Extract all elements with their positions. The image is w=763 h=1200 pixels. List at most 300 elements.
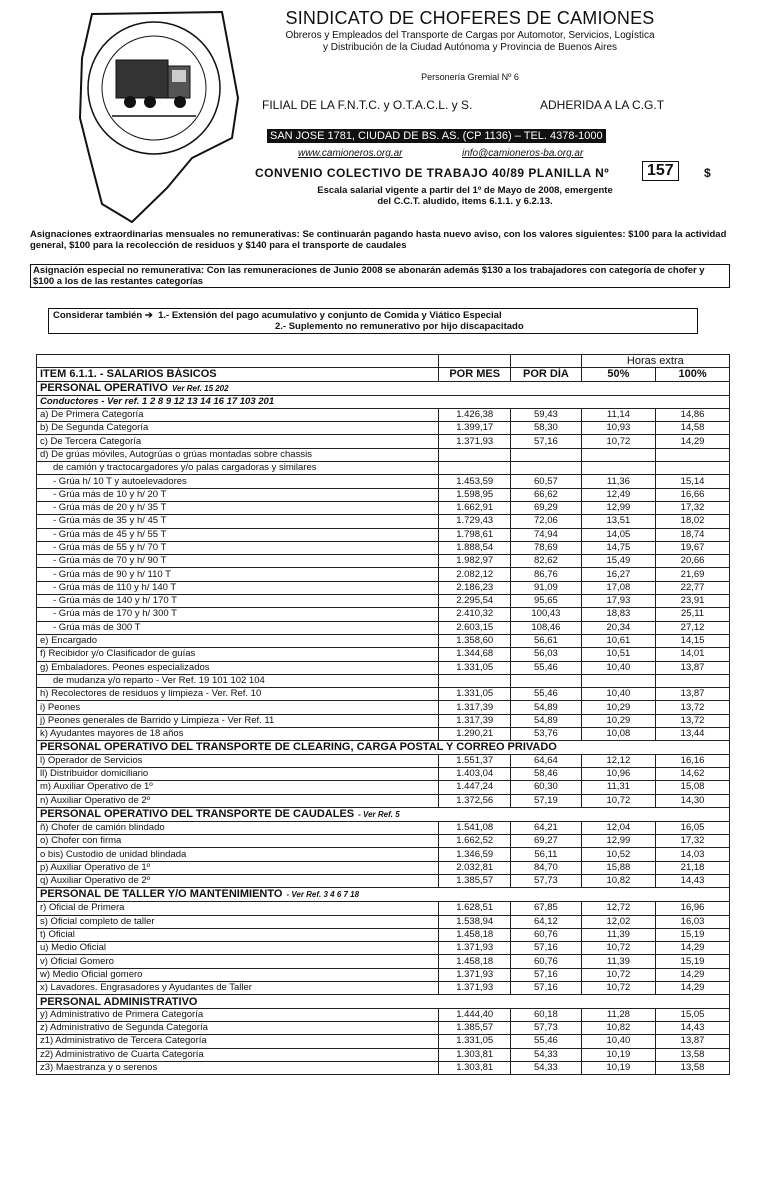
cell-por-mes: 2.032,81 bbox=[439, 861, 511, 874]
cell-por-mes: 1.888,54 bbox=[439, 541, 511, 554]
row-label: o) Chofer con firma bbox=[37, 835, 439, 848]
row-label: q) Auxiliar Operativo de 2º bbox=[37, 874, 439, 887]
escala-note bbox=[270, 185, 660, 207]
table-row bbox=[37, 448, 730, 461]
row-label: o bis) Custodio de unidad blindada bbox=[37, 848, 439, 861]
cell-por-mes: 1.331,05 bbox=[439, 1035, 511, 1048]
cell-horas-50: 11,28 bbox=[581, 1008, 655, 1021]
cell-por-mes: 1.458,18 bbox=[439, 955, 511, 968]
row-label: l) Operador de Servicios bbox=[37, 754, 439, 767]
cell-horas-100: 14,29 bbox=[656, 982, 730, 995]
cell-horas-100: 13,58 bbox=[656, 1048, 730, 1061]
cell-por-mes: 1.317,39 bbox=[439, 701, 511, 714]
address: SAN JOSE 1781, CIUDAD DE BS. AS. (CP 1136) – TEL. 4378-1000 bbox=[267, 129, 606, 143]
cell-por-mes: 2.186,23 bbox=[439, 581, 511, 594]
cell-horas-100: 13,72 bbox=[656, 714, 730, 727]
cell-horas-50: 11,39 bbox=[581, 955, 655, 968]
email-link[interactable]: info@camioneros-ba.org.ar bbox=[462, 148, 584, 159]
cell-horas-100: 17,32 bbox=[656, 501, 730, 514]
cell-por-mes: 1.541,08 bbox=[439, 821, 511, 834]
escala-line-2: del C.C.T. aludido, items 6.1.1. y 6.2.13. bbox=[377, 196, 553, 207]
row-label: k) Ayudantes mayores de 18 años bbox=[37, 728, 439, 741]
cell-horas-100: 13,44 bbox=[656, 728, 730, 741]
cell-por-mes: 1.982,97 bbox=[439, 555, 511, 568]
cell-horas-100: 18,74 bbox=[656, 528, 730, 541]
subtitle-line-1: Obreros y Empleados del Transporte de Cargas por Automotor, Servicios, Logística bbox=[285, 30, 655, 41]
cell-horas-100: 16,03 bbox=[656, 915, 730, 928]
table-row bbox=[37, 955, 730, 968]
cell-horas-100: 14,01 bbox=[656, 648, 730, 661]
cell-por-dia: 57,16 bbox=[511, 435, 582, 448]
cell-horas-100: 23,91 bbox=[656, 595, 730, 608]
cell-por-mes bbox=[439, 674, 511, 687]
cell-horas-100 bbox=[656, 674, 730, 687]
cell-por-dia: 56,11 bbox=[511, 848, 582, 861]
cell-por-dia: 91,09 bbox=[511, 581, 582, 594]
row-label: f) Recibidor y/o Clasificador de guías bbox=[37, 648, 439, 661]
cell-por-dia bbox=[511, 448, 582, 461]
table-row bbox=[37, 767, 730, 780]
cell-horas-100: 15,14 bbox=[656, 475, 730, 488]
cell-por-mes: 1.385,57 bbox=[439, 1021, 511, 1034]
cell-horas-100 bbox=[656, 462, 730, 475]
considerar-item-2: 2.- Suplemento no remunerativo por hijo discapacitado bbox=[275, 321, 524, 332]
cell-horas-50: 12,99 bbox=[581, 501, 655, 514]
row-label: z2) Administrativo de Cuarta Categoría bbox=[37, 1048, 439, 1061]
cell-horas-100: 16,16 bbox=[656, 754, 730, 767]
row-label: - Grúa más de 45 y h/ 55 T bbox=[37, 528, 439, 541]
row-label: - Grúa más de 70 y h/ 90 T bbox=[37, 555, 439, 568]
table-row bbox=[37, 555, 730, 568]
cell-por-dia: 56,61 bbox=[511, 634, 582, 647]
cell-horas-50: 10,08 bbox=[581, 728, 655, 741]
cell-horas-100: 13,58 bbox=[656, 1061, 730, 1074]
row-label: b) De Segunda Categoría bbox=[37, 422, 439, 435]
cell-horas-100: 16,05 bbox=[656, 821, 730, 834]
row-label: g) Embaladores. Peones especializados bbox=[37, 661, 439, 674]
cell-horas-50: 20,34 bbox=[581, 621, 655, 634]
section-header-row bbox=[37, 995, 730, 1008]
salary-table bbox=[36, 354, 730, 1075]
cell-por-dia: 69,29 bbox=[511, 501, 582, 514]
section-ref: - Ver Ref. 3 4 6 7 18 bbox=[286, 890, 360, 900]
section-header-row bbox=[37, 381, 730, 395]
cell-horas-50: 12,02 bbox=[581, 915, 655, 928]
row-label: r) Oficial de Primera bbox=[37, 902, 439, 915]
cell-horas-50: 15,49 bbox=[581, 555, 655, 568]
union-title: SINDICATO DE CHOFERES DE CAMIONES bbox=[285, 8, 655, 28]
cell-por-dia: 57,16 bbox=[511, 982, 582, 995]
col-100-header: 100% bbox=[656, 368, 730, 381]
row-label: z1) Administrativo de Tercera Categoría bbox=[37, 1035, 439, 1048]
cell-horas-50: 10,52 bbox=[581, 848, 655, 861]
table-row bbox=[37, 754, 730, 767]
section-ref: Ver Ref. 15 202 bbox=[171, 383, 229, 393]
row-label: - Grúa más de 140 y h/ 170 T bbox=[37, 595, 439, 608]
cell-por-dia: 54,33 bbox=[511, 1048, 582, 1061]
cell-por-mes: 1.371,93 bbox=[439, 968, 511, 981]
table-row bbox=[37, 942, 730, 955]
cell-por-mes: 1.371,93 bbox=[439, 435, 511, 448]
cell-horas-100: 14,86 bbox=[656, 408, 730, 421]
cell-horas-50: 17,08 bbox=[581, 581, 655, 594]
cell-por-mes: 1.317,39 bbox=[439, 714, 511, 727]
row-label: - Grúa más de 20 y h/ 35 T bbox=[37, 501, 439, 514]
cell-por-mes: 1.662,52 bbox=[439, 835, 511, 848]
cell-por-dia: 57,73 bbox=[511, 1021, 582, 1034]
row-label: n) Auxiliar Operativo de 2º bbox=[37, 794, 439, 807]
cell-horas-100: 14,30 bbox=[656, 794, 730, 807]
cell-horas-100: 21,18 bbox=[656, 861, 730, 874]
cell-por-mes: 1.444,40 bbox=[439, 1008, 511, 1021]
table-row bbox=[37, 794, 730, 807]
row-label: h) Recolectores de residuos y limpieza - Ver. Ref. 10 bbox=[37, 688, 439, 701]
filial: FILIAL DE LA F.N.T.C. y O.T.A.C.L. y S. bbox=[262, 98, 473, 112]
row-label: - Grúa más de 55 y h/ 70 T bbox=[37, 541, 439, 554]
table-row bbox=[37, 435, 730, 448]
cell-horas-50: 12,72 bbox=[581, 902, 655, 915]
row-label: a) De Primera Categoría bbox=[37, 408, 439, 421]
table-row bbox=[37, 422, 730, 435]
cell-por-dia: 54,89 bbox=[511, 701, 582, 714]
col-item-header: ITEM 6.1.1. - SALARIOS BÁSICOS bbox=[37, 368, 439, 381]
cell-horas-50: 14,75 bbox=[581, 541, 655, 554]
cell-por-mes: 1.344,68 bbox=[439, 648, 511, 661]
section-title bbox=[37, 888, 730, 902]
section-label: PERSONAL ADMINISTRATIVO bbox=[40, 995, 198, 1008]
cell-por-dia: 53,76 bbox=[511, 728, 582, 741]
row-label: p) Auxiliar Operativo de 1º bbox=[37, 861, 439, 874]
section-header-row bbox=[37, 888, 730, 902]
cell-horas-50: 13,51 bbox=[581, 515, 655, 528]
subtitle-line-2: y Distribución de la Ciudad Autónoma y Provincia de Buenos Aires bbox=[322, 42, 618, 53]
union-subtitle bbox=[260, 30, 680, 54]
table-row bbox=[37, 728, 730, 741]
cell-por-dia: 78,69 bbox=[511, 541, 582, 554]
cell-por-dia: 60,76 bbox=[511, 955, 582, 968]
cell-horas-100: 15,05 bbox=[656, 1008, 730, 1021]
table-row bbox=[37, 462, 730, 475]
cell-por-dia: 55,46 bbox=[511, 661, 582, 674]
section-title bbox=[37, 381, 730, 395]
row-label: - Grúa más de 90 y h/ 110 T bbox=[37, 568, 439, 581]
cell-horas-50: 11,14 bbox=[581, 408, 655, 421]
cell-por-mes: 1.729,43 bbox=[439, 515, 511, 528]
cell-horas-50: 10,40 bbox=[581, 661, 655, 674]
cell-horas-100: 14,43 bbox=[656, 1021, 730, 1034]
table-header-top bbox=[37, 355, 730, 368]
cell-horas-100: 20,66 bbox=[656, 555, 730, 568]
cell-horas-50: 11,39 bbox=[581, 928, 655, 941]
table-row bbox=[37, 821, 730, 834]
table-row bbox=[37, 408, 730, 421]
section-title bbox=[37, 995, 730, 1008]
cell-por-dia: 84,70 bbox=[511, 861, 582, 874]
table-row bbox=[37, 648, 730, 661]
cell-horas-100: 14,58 bbox=[656, 422, 730, 435]
cell-por-mes: 1.385,57 bbox=[439, 874, 511, 887]
cell-horas-100 bbox=[656, 448, 730, 461]
cell-horas-100: 14,29 bbox=[656, 968, 730, 981]
cell-por-dia: 57,73 bbox=[511, 874, 582, 887]
cell-horas-50: 12,12 bbox=[581, 754, 655, 767]
row-label: w) Medio Oficial gomero bbox=[37, 968, 439, 981]
row-label: de camión y tractocargadores y/o palas cargadoras y similares bbox=[37, 462, 439, 475]
cell-horas-100: 25,11 bbox=[656, 608, 730, 621]
cell-horas-50: 15,88 bbox=[581, 861, 655, 874]
cell-horas-50: 10,40 bbox=[581, 1035, 655, 1048]
cell-horas-50: 16,27 bbox=[581, 568, 655, 581]
cell-horas-50 bbox=[581, 448, 655, 461]
row-label: z) Administrativo de Segunda Categoría bbox=[37, 1021, 439, 1034]
cell-por-dia: 60,76 bbox=[511, 928, 582, 941]
cell-por-dia: 57,16 bbox=[511, 968, 582, 981]
cell-horas-100: 14,15 bbox=[656, 634, 730, 647]
cell-por-mes: 1.290,21 bbox=[439, 728, 511, 741]
cell-por-mes: 1.453,59 bbox=[439, 475, 511, 488]
cell-por-mes: 1.403,04 bbox=[439, 767, 511, 780]
table-row bbox=[37, 982, 730, 995]
cell-por-mes: 1.458,18 bbox=[439, 928, 511, 941]
cell-por-dia: 57,16 bbox=[511, 942, 582, 955]
cell-por-dia: 74,94 bbox=[511, 528, 582, 541]
row-label: - Grúa más de 170 y h/ 300 T bbox=[37, 608, 439, 621]
cell-horas-50: 10,40 bbox=[581, 688, 655, 701]
union-logo bbox=[72, 8, 242, 228]
table-row bbox=[37, 541, 730, 554]
table-row bbox=[37, 515, 730, 528]
cell-horas-50: 10,72 bbox=[581, 942, 655, 955]
cell-horas-100: 27,12 bbox=[656, 621, 730, 634]
table-row bbox=[37, 581, 730, 594]
cell-por-dia: 64,12 bbox=[511, 915, 582, 928]
cell-por-mes bbox=[439, 462, 511, 475]
cell-horas-100: 13,72 bbox=[656, 701, 730, 714]
cell-horas-50 bbox=[581, 462, 655, 475]
cell-por-dia bbox=[511, 674, 582, 687]
cell-por-mes: 1.598,95 bbox=[439, 488, 511, 501]
col-50-header: 50% bbox=[581, 368, 655, 381]
table-row bbox=[37, 915, 730, 928]
row-label: - Grúa más de 35 y h/ 45 T bbox=[37, 515, 439, 528]
cell-horas-100: 17,32 bbox=[656, 835, 730, 848]
cell-por-dia: 55,46 bbox=[511, 688, 582, 701]
cell-horas-50: 17,93 bbox=[581, 595, 655, 608]
cell-por-mes: 2.603,15 bbox=[439, 621, 511, 634]
cell-por-mes: 1.303,81 bbox=[439, 1061, 511, 1074]
table-row bbox=[37, 928, 730, 941]
adherida: ADHERIDA A LA C.G.T bbox=[540, 98, 665, 112]
section-title bbox=[37, 807, 730, 821]
table-row bbox=[37, 861, 730, 874]
cell-horas-100: 21,69 bbox=[656, 568, 730, 581]
cell-horas-50: 18,83 bbox=[581, 608, 655, 621]
table-row bbox=[37, 1035, 730, 1048]
cell-horas-50: 10,29 bbox=[581, 714, 655, 727]
cell-por-mes: 1.303,81 bbox=[439, 1048, 511, 1061]
horas-extra-header: Horas extra bbox=[581, 355, 729, 368]
subsection-label: Conductores - Ver ref. 1 2 8 9 12 13 14 16 17 103 201 bbox=[37, 395, 730, 408]
cell-por-mes: 1.551,37 bbox=[439, 754, 511, 767]
cell-por-dia: 54,33 bbox=[511, 1061, 582, 1074]
escala-line-1: Escala salarial vigente a partir del 1º de Mayo de 2008, emergente bbox=[317, 185, 613, 196]
section-label: PERSONAL DE TALLER Y/O MANTENIMIENTO bbox=[40, 888, 283, 901]
table-row bbox=[37, 874, 730, 887]
cell-por-mes: 1.538,94 bbox=[439, 915, 511, 928]
section-label: PERSONAL OPERATIVO bbox=[40, 381, 168, 394]
cell-horas-100: 13,87 bbox=[656, 688, 730, 701]
cell-por-mes: 1.331,05 bbox=[439, 688, 511, 701]
planilla-number: 157 bbox=[642, 161, 679, 181]
cell-horas-50: 12,04 bbox=[581, 821, 655, 834]
table-row bbox=[37, 1048, 730, 1061]
cell-por-dia: 55,46 bbox=[511, 1035, 582, 1048]
cell-por-dia: 64,64 bbox=[511, 754, 582, 767]
convenio-title: CONVENIO COLECTIVO DE TRABAJO 40/89 PLANILLA Nº bbox=[255, 166, 610, 180]
cell-horas-100: 15,19 bbox=[656, 955, 730, 968]
row-label: s) Oficial completo de taller bbox=[37, 915, 439, 928]
cell-horas-50: 10,61 bbox=[581, 634, 655, 647]
section-title bbox=[37, 741, 730, 754]
cell-por-dia: 86,76 bbox=[511, 568, 582, 581]
cell-por-mes: 1.372,56 bbox=[439, 794, 511, 807]
row-label: de mudanza y/o reparto - Ver Ref. 19 101 102 104 bbox=[37, 674, 439, 687]
cell-por-dia: 58,46 bbox=[511, 767, 582, 780]
section-header-row bbox=[37, 807, 730, 821]
cell-horas-100: 14,43 bbox=[656, 874, 730, 887]
cell-por-dia: 108,46 bbox=[511, 621, 582, 634]
cell-por-dia: 82,62 bbox=[511, 555, 582, 568]
cell-horas-100: 14,29 bbox=[656, 435, 730, 448]
cell-por-mes: 1.331,05 bbox=[439, 661, 511, 674]
cell-horas-100: 16,66 bbox=[656, 488, 730, 501]
row-label: - Grúa más de 110 y h/ 140 T bbox=[37, 581, 439, 594]
table-row bbox=[37, 568, 730, 581]
cell-horas-50: 11,31 bbox=[581, 781, 655, 794]
section-ref: - Ver Ref. 5 bbox=[358, 809, 400, 819]
table-row bbox=[37, 488, 730, 501]
cell-horas-50: 10,29 bbox=[581, 701, 655, 714]
row-label: - Grúa más de 300 T bbox=[37, 621, 439, 634]
table-row bbox=[37, 608, 730, 621]
cell-por-dia: 56,03 bbox=[511, 648, 582, 661]
section-label: PERSONAL OPERATIVO DEL TRANSPORTE DE CAUDALES bbox=[40, 807, 355, 820]
cell-horas-100: 14,03 bbox=[656, 848, 730, 861]
cell-por-dia: 67,85 bbox=[511, 902, 582, 915]
cell-horas-100: 14,62 bbox=[656, 767, 730, 780]
table-row bbox=[37, 528, 730, 541]
table-row bbox=[37, 902, 730, 915]
cell-por-dia: 59,43 bbox=[511, 408, 582, 421]
website-link[interactable]: www.camioneros.org.ar bbox=[298, 148, 403, 159]
cell-horas-50: 12,49 bbox=[581, 488, 655, 501]
cell-por-dia: 54,89 bbox=[511, 714, 582, 727]
table-row bbox=[37, 674, 730, 687]
personeria: Personería Gremial Nº 6 bbox=[421, 72, 519, 82]
cell-horas-50: 10,19 bbox=[581, 1061, 655, 1074]
section-header-row bbox=[37, 741, 730, 754]
table-row bbox=[37, 661, 730, 674]
row-label: - Grúa h/ 10 T y autoelevadores bbox=[37, 475, 439, 488]
row-label: m) Auxiliar Operativo de 1º bbox=[37, 781, 439, 794]
table-row bbox=[37, 621, 730, 634]
cell-horas-100: 22,77 bbox=[656, 581, 730, 594]
considerar-box bbox=[48, 308, 698, 334]
cell-horas-100: 18,02 bbox=[656, 515, 730, 528]
cell-horas-100: 19,67 bbox=[656, 541, 730, 554]
considerar-item-1: 1.- Extensión del pago acumulativo y conjunto de Comida y Viático Especial bbox=[158, 310, 502, 321]
cell-por-dia: 66,62 bbox=[511, 488, 582, 501]
cell-horas-50: 10,51 bbox=[581, 648, 655, 661]
cell-por-dia bbox=[511, 462, 582, 475]
cell-horas-100: 13,87 bbox=[656, 1035, 730, 1048]
cell-por-mes: 2.082,12 bbox=[439, 568, 511, 581]
cell-horas-50: 10,19 bbox=[581, 1048, 655, 1061]
cell-por-dia: 57,19 bbox=[511, 794, 582, 807]
currency-symbol: $ bbox=[704, 166, 711, 180]
cell-horas-100: 15,08 bbox=[656, 781, 730, 794]
cell-horas-50: 10,93 bbox=[581, 422, 655, 435]
asignaciones-note: Asignaciones extraordinarias mensuales no remunerativas: Se continuarán pagando hasta nuevo aviso, con los valores siguientes: $100 para la actividad general, $100 para la recolección de residuos y $140 para el transporte de caudales bbox=[30, 229, 727, 251]
cell-por-dia: 60,18 bbox=[511, 1008, 582, 1021]
asignacion-especial-note: Asignación especial no remunerativa: Con las remuneraciones de Junio 2008 se abonarán además $130 a los trabajadores con categoría de chofer y $100 a los de las restantes categorías bbox=[30, 264, 730, 288]
row-label: i) Peones bbox=[37, 701, 439, 714]
table-row bbox=[37, 1021, 730, 1034]
cell-por-dia: 64,21 bbox=[511, 821, 582, 834]
cell-horas-100: 15,19 bbox=[656, 928, 730, 941]
table-row bbox=[37, 595, 730, 608]
row-label: e) Encargado bbox=[37, 634, 439, 647]
cell-por-dia: 60,30 bbox=[511, 781, 582, 794]
table-row bbox=[37, 1061, 730, 1074]
table-row bbox=[37, 781, 730, 794]
cell-horas-50 bbox=[581, 674, 655, 687]
section-label: PERSONAL OPERATIVO DEL TRANSPORTE DE CLEARING, CARGA POSTAL Y CORREO PRIVADO bbox=[40, 741, 557, 754]
cell-por-mes: 1.798,61 bbox=[439, 528, 511, 541]
cell-horas-50: 10,82 bbox=[581, 874, 655, 887]
row-label: ñ) Chofer de camión blindado bbox=[37, 821, 439, 834]
subsection-row bbox=[37, 395, 730, 408]
cell-horas-50: 14,05 bbox=[581, 528, 655, 541]
cell-por-mes: 1.371,93 bbox=[439, 982, 511, 995]
cell-por-mes: 1.426,38 bbox=[439, 408, 511, 421]
row-label: - Grúa más de 10 y h/ 20 T bbox=[37, 488, 439, 501]
table-header bbox=[37, 368, 730, 381]
cell-por-mes: 1.447,24 bbox=[439, 781, 511, 794]
cell-por-mes: 1.358,60 bbox=[439, 634, 511, 647]
cell-horas-50: 11,36 bbox=[581, 475, 655, 488]
cell-horas-100: 13,87 bbox=[656, 661, 730, 674]
row-label: d) De grúas móviles, Autogrúas o grúas montadas sobre chassis bbox=[37, 448, 439, 461]
row-label: t) Oficial bbox=[37, 928, 439, 941]
cell-horas-100: 16,96 bbox=[656, 902, 730, 915]
table-row bbox=[37, 1008, 730, 1021]
table-row bbox=[37, 848, 730, 861]
row-label: y) Administrativo de Primera Categoría bbox=[37, 1008, 439, 1021]
cell-por-dia: 69,27 bbox=[511, 835, 582, 848]
row-label: c) De Tercera Categoría bbox=[37, 435, 439, 448]
cell-por-dia: 95,65 bbox=[511, 595, 582, 608]
cell-por-mes: 1.628,51 bbox=[439, 902, 511, 915]
table-row bbox=[37, 701, 730, 714]
row-label: z3) Maestranza y o serenos bbox=[37, 1061, 439, 1074]
cell-por-mes: 1.662,91 bbox=[439, 501, 511, 514]
table-row bbox=[37, 475, 730, 488]
col-mes-header: POR MES bbox=[439, 368, 511, 381]
row-label: j) Peones generales de Barrido y Limpieza - Ver Ref. 11 bbox=[37, 714, 439, 727]
cell-por-mes bbox=[439, 448, 511, 461]
cell-por-mes: 1.346,59 bbox=[439, 848, 511, 861]
